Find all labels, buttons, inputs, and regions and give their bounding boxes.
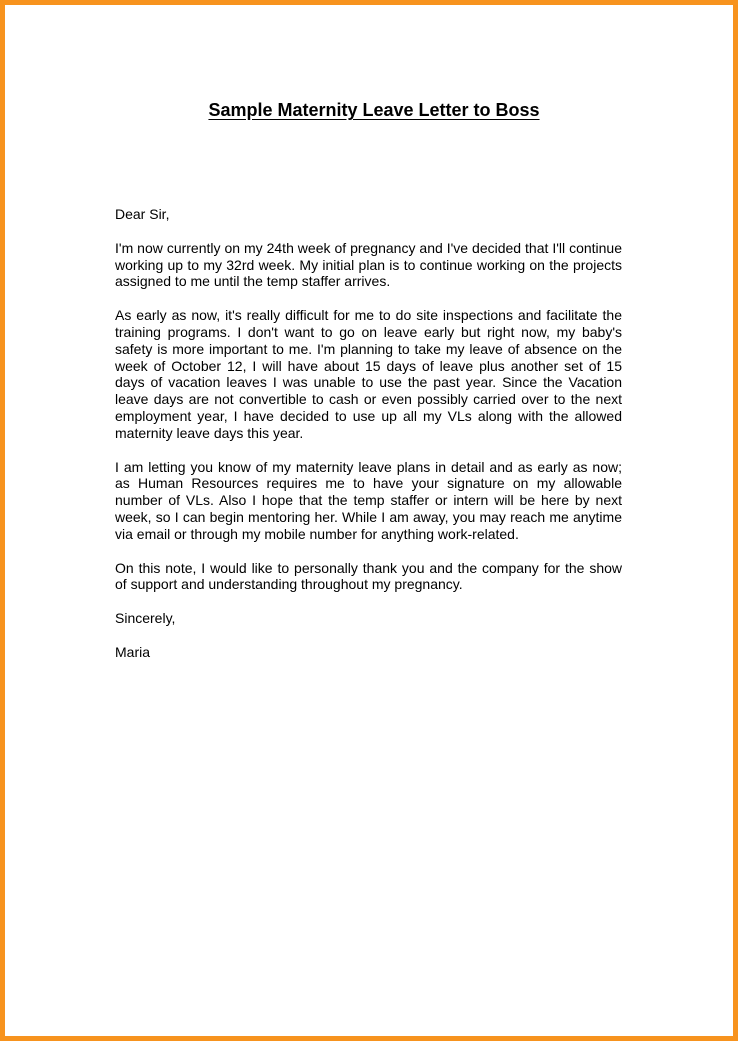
letter-salutation: Dear Sir, [115, 206, 170, 222]
letter-closing: Sincerely, [115, 610, 176, 627]
letter-paragraph-4: On this note, I would like to personally thank you and the company for the show of support and understanding throughout my pregnancy. [115, 559, 622, 593]
letter-paragraph-1: I'm now currently on my 24th week of pregnancy and I've decided that I'll continue working up to my 32rd week. My initial plan is to continue working on the projects assigned to me until the temp staffer arrives. [115, 239, 622, 290]
letter-paragraph-2: As early as now, it's really difficult for me to do site inspections and facilitate the training programs. I don't want to go on leave early but right now, my baby's safety is more important to me. I'm planning to take my leave of absence on the week of October 12, I will have about 15 days of leave plus another set of 15 days of vacation leaves I was unable to use the past year. Since the Vacation leave days are not convertible to cash or even possibly carried over to the next employment year, I have decided to use up all my VLs along with the allowed maternity leave days this year. [115, 307, 622, 441]
letter-body [115, 206, 622, 678]
letter-title: Sample Maternity Leave Letter to Boss [208, 100, 540, 120]
letter-signature: Maria [115, 643, 151, 660]
letter-paragraph-3: I am letting you know of my maternity leave plans in detail and as early as now; as Human Resources requires me to have your signature on my allowable number of VLs. Also I hope that the temp staffer or intern will be here by next week, so I can begin mentoring her. While I am away, you may reach me anytime via email or through my mobile number for anything work-related. [115, 458, 622, 542]
